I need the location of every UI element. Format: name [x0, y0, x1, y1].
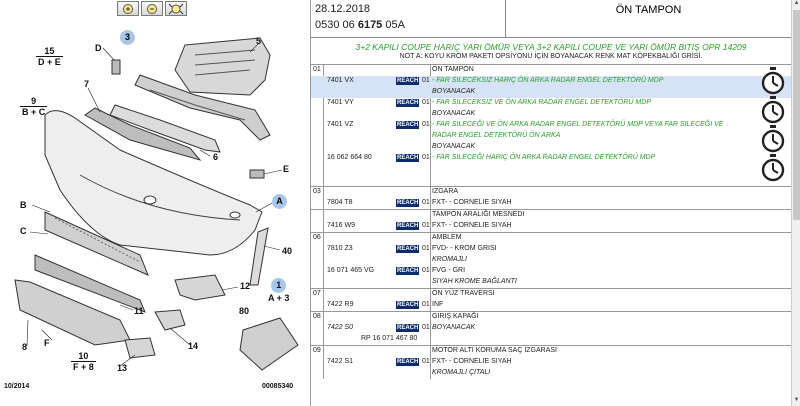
part-description: BOYANACAK [432, 88, 476, 95]
group-number: 09 [313, 347, 321, 354]
replacement-part[interactable]: RP 16 071 467 80 [361, 335, 418, 342]
part-row[interactable] [311, 300, 791, 311]
parts-list-panel [311, 0, 791, 406]
reach-badge: REACH [397, 155, 419, 161]
part-row[interactable] [311, 357, 791, 368]
callout-15: $\frac{15}{D + E}$ [38, 46, 61, 67]
part-quantity: 01 [422, 154, 430, 161]
reach-badge: REACH [397, 268, 419, 274]
labour-time-clock-icon[interactable] [761, 154, 785, 182]
part-row [311, 164, 791, 175]
part-row[interactable] [311, 266, 791, 277]
group-number: 06 [313, 234, 321, 241]
reach-badge: REACH [397, 302, 419, 308]
part-reference[interactable]: 7401 VX [327, 77, 354, 84]
part-quantity: 01 [422, 77, 430, 84]
part-description: AMBLEM [432, 234, 462, 241]
part-reference[interactable]: 7401 VZ [327, 121, 354, 128]
scrollbar-thumb[interactable] [793, 10, 800, 220]
part-row[interactable] [311, 153, 791, 164]
part-row [311, 346, 791, 357]
page-title: ÖN TAMPON [615, 4, 682, 16]
part-row [311, 187, 791, 198]
part-quantity: 01 [422, 358, 430, 365]
group-number: 01 [313, 66, 321, 73]
part-row[interactable] [311, 221, 791, 232]
part-description: ÖN YÜZ TRAVERSI [432, 290, 495, 297]
group-number: 07 [313, 290, 321, 297]
header-code: 0530 06 6175 05A [315, 19, 405, 31]
part-row [311, 289, 791, 300]
part-quantity: 01 [422, 324, 430, 331]
scroll-down-arrow-icon[interactable]: ▼ [793, 397, 800, 403]
part-row[interactable] [311, 244, 791, 255]
part-group [311, 186, 791, 209]
label-b: B [20, 200, 27, 210]
part-row [311, 255, 791, 266]
part-description: RADAR ENGEL DETEKTÖRÜ ÖN ARKA [432, 132, 561, 139]
label-12: 12 [240, 281, 251, 291]
label-d: D [95, 43, 102, 53]
callout-1: 1 A + 3 [268, 280, 290, 303]
part-description: FXT- - CORNELIE SIYAH [432, 222, 512, 229]
diagram-code: 00085340 [262, 383, 294, 390]
vertical-scrollbar[interactable] [791, 0, 800, 406]
part-row [311, 233, 791, 244]
part-row [311, 87, 791, 98]
part-description: BOYANACAK [432, 324, 476, 331]
part-description: FVD- - KROM GRISI [432, 245, 497, 252]
part-group [311, 288, 791, 311]
part-description: FVG - GRI [432, 267, 466, 274]
parts-table [311, 64, 791, 379]
part-description: ÖN TAMPON [432, 66, 474, 73]
label-8: 8 [22, 342, 28, 352]
part-group [311, 345, 791, 379]
label-3: 3 [120, 30, 135, 45]
part-row [311, 142, 791, 153]
label-6: 6 [213, 152, 219, 162]
parts-header [311, 0, 791, 38]
labour-time-clock-icon[interactable] [761, 96, 785, 124]
part-quantity: 01 [422, 301, 430, 308]
label-f: F [44, 338, 50, 348]
part-quantity: 01 [422, 245, 430, 252]
group-number: 08 [313, 313, 321, 320]
label-a: A [272, 194, 287, 209]
reach-badge: REACH [397, 246, 419, 252]
part-row [311, 109, 791, 120]
part-row [311, 277, 791, 288]
reach-badge: REACH [397, 200, 419, 206]
label-7: 7 [84, 79, 90, 89]
part-description: FXT- - CORNELIE SIYAH [432, 199, 512, 206]
part-row[interactable] [311, 76, 791, 87]
part-group [311, 64, 791, 186]
diagram-date: 10/2014 [4, 383, 30, 390]
part-row [311, 131, 791, 142]
part-description: MOTOR ALTI KORUMA SAÇ IZGARASI [432, 347, 557, 354]
part-row[interactable] [311, 98, 791, 109]
part-description: - FAR SILECEĞI VE ÖN ARKA RADAR ENGEL DETEKTÖRÜ MDP VEYA FAR SILECEĞI VE [432, 121, 724, 128]
reach-badge: REACH [397, 359, 419, 365]
part-row [311, 312, 791, 323]
part-row [311, 175, 791, 186]
part-row [311, 210, 791, 221]
labour-time-clock-icon[interactable] [761, 67, 785, 95]
header-date: 28.12.2018 [315, 3, 371, 15]
part-quantity: 01 [422, 267, 430, 274]
part-description: - FAR SILECEĞI HARIÇ ÖN ARKA RADAR ENGEL DETEKTÖRÜ MDP [432, 154, 656, 161]
reach-badge: REACH [397, 325, 419, 331]
part-reference[interactable]: 7422 S0 [327, 324, 354, 331]
part-description: GIRIŞ KAPAĞI [432, 313, 479, 320]
label-13: 13 [117, 363, 128, 373]
part-reference[interactable]: 7422 S1 [327, 358, 354, 365]
part-row [311, 65, 791, 76]
part-description: SIYAH KROME BAĞLANTI [432, 278, 517, 285]
part-description: TAMPON ARALIĞI MESNEDI [432, 211, 525, 218]
part-description: BOYANACAK [432, 110, 476, 117]
label-e: E [283, 164, 290, 174]
part-reference[interactable]: 16 071 465 VG [327, 267, 375, 274]
part-row[interactable] [311, 120, 791, 131]
callout-9: $\frac{9}{B + C}$ [22, 96, 46, 117]
reach-badge: REACH [397, 223, 419, 229]
part-group [311, 232, 791, 288]
part-reference[interactable]: 7401 VY [327, 99, 354, 106]
part-description: - FAR SILECEKSIZ HARIÇ ÖN ARKA RADAR ENGEL DETEKTÖRÜ MDP [432, 77, 664, 84]
part-quantity: 01 [422, 121, 430, 128]
part-reference[interactable]: 7416 W9 [327, 222, 356, 229]
part-reference[interactable]: 7810 Z3 [327, 245, 353, 252]
part-row [311, 368, 791, 379]
group-number: 03 [313, 188, 321, 195]
part-quantity: 01 [422, 222, 430, 229]
part-group [311, 311, 791, 345]
reach-badge: REACH [397, 122, 419, 128]
label-11: 11 [134, 306, 144, 316]
part-description: KROMAJLI [432, 256, 468, 263]
scroll-up-arrow-icon[interactable]: ▲ [793, 0, 800, 6]
label-14: 14 [188, 341, 199, 351]
part-row[interactable] [311, 323, 791, 334]
paint-note: NOT A: KOYU KROM PAKETI OPSİYONU İÇİN BOYANACAK RENK MAT KÖPEKBALIĞI GRİSİ. [399, 53, 703, 60]
part-reference[interactable]: 16 062 664 80 [327, 154, 372, 161]
label-5: 5 [256, 36, 262, 46]
applicability-note: 3+2 KAPILI COUPE HARIÇ YARI ÖMÜR VEYA 3+2 KAPILI COUPE VE YARI ÖMÜR BITIŞ OPR 14209 [355, 42, 747, 52]
reach-badge: REACH [397, 78, 419, 84]
part-description: INF [432, 301, 444, 308]
part-description: KROMAJLI ÇITALI [432, 369, 491, 376]
parts-diagram-panel[interactable] [0, 0, 311, 406]
labour-time-clock-icon[interactable] [761, 125, 785, 153]
part-description: IZGARA [432, 188, 459, 195]
part-quantity: 01 [422, 199, 430, 206]
part-group [311, 209, 791, 232]
reach-badge: REACH [397, 100, 419, 106]
part-reference[interactable]: 7804 T8 [327, 199, 353, 206]
part-description: BOYANACAK [432, 143, 476, 150]
callout-10: $\frac{10}{F + 8}$ [73, 351, 94, 372]
part-row [311, 334, 791, 345]
part-description: FXT- - CORNELIE SIYAH [432, 358, 512, 365]
label-80: 80 [239, 306, 250, 316]
label-40: 40 [282, 246, 293, 256]
part-description: - FAR SILECEKSIZ VE ÖN ARKA RADAR ENGEL DETEKTÖRÜ MDP [432, 99, 651, 106]
label-c: C [20, 226, 27, 236]
part-row[interactable] [311, 198, 791, 209]
part-quantity: 01 [422, 99, 430, 106]
part-reference[interactable]: 7422 R9 [327, 301, 354, 308]
